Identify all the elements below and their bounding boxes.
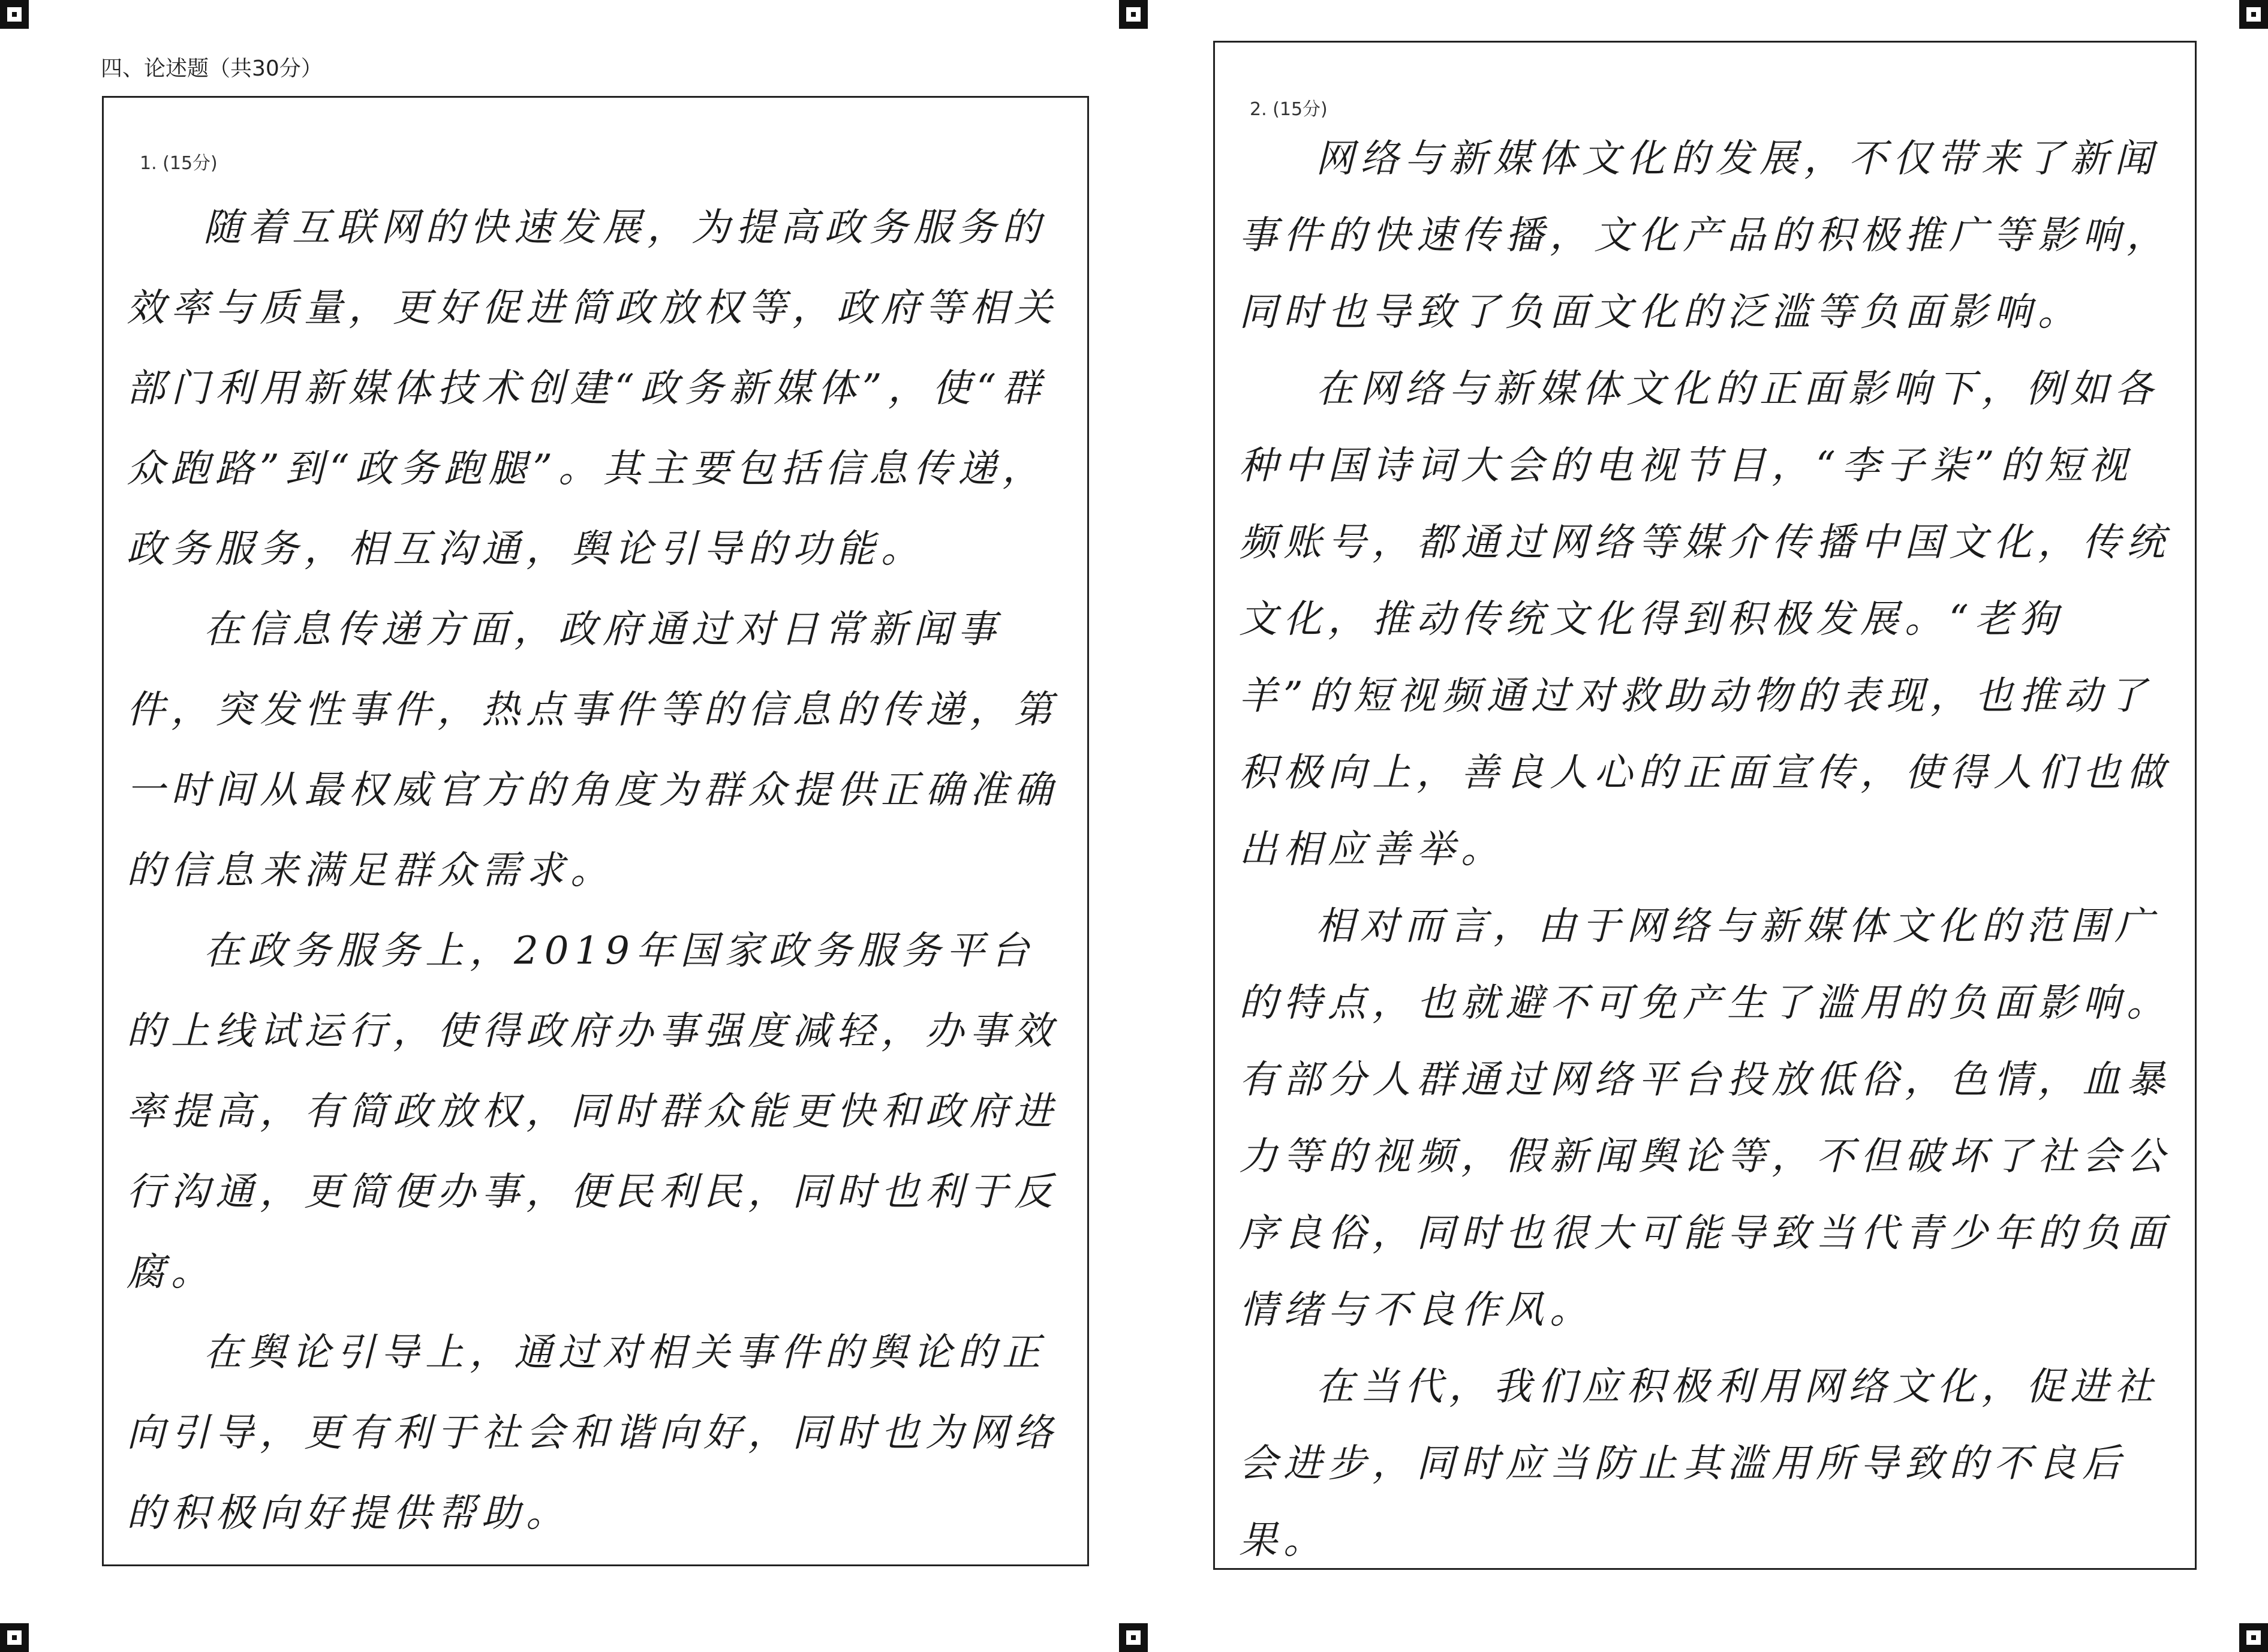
answer-paragraph: 随着互联网的快速发展，为提高政务服务的效率与质量，更好促进简政放权等，政府等相关部门利用新媒体技术创建“政务新媒体”，使“群众跑路”到“政务跑腿”。其主要包括信息传递，政务服务，相互沟通，舆论引导的功能。 xyxy=(127,206,1058,571)
registration-marker-top-right xyxy=(2239,0,2268,29)
registration-marker-bottom-left xyxy=(0,1623,29,1652)
answer-paragraph: 在信息传递方面，政府通过对日常新闻事件，突发性事件，热点事件等的信息的传递，第一时间从最权威官方的角度为群众提供正确准确的信息来满足群众需求。 xyxy=(127,607,1058,893)
answer-paragraph: 在政务服务上，2019年国家政务服务平台的上线试运行，使得政府办事强度减轻，办事效率提高，有简政放权，同时群众能更快和政府进行沟通，更简便办事，便民利民，同时也利于反腐。 xyxy=(127,929,1058,1295)
registration-marker-top-left xyxy=(0,0,29,29)
answer-paragraph: 在网络与新媒体文化的正面影响下，例如各种中国诗词大会的电视节目，“李子柒”的短视频账号，都通过网络等媒介传播中国文化，传统文化，推动传统文化得到积极发展。“老狗羊”的短视频通过对救助动物的表现，也推动了积极向上，善良人心的正面宣传，使得人们也做出相应善举。 xyxy=(1239,367,2171,872)
registration-marker-bottom-right xyxy=(2239,1623,2268,1652)
answer-paragraph: 在舆论引导上，通过对相关事件的舆论的正向引导，更有利于社会和谐向好，同时也为网络的积极向好提供帮助。 xyxy=(127,1331,1058,1536)
section-heading: 四、论述题（共30分） xyxy=(101,56,323,81)
handwritten-answer xyxy=(1239,121,2174,1579)
answer-paragraph: 网络与新媒体文化的发展，不仅带来了新闻事件的快速传播，文化产品的积极推广等影响，同时也导致了负面文化的泛滥等负面影响。 xyxy=(1239,137,2171,335)
handwritten-answer xyxy=(127,188,1060,1554)
question-label: 2. (15分) xyxy=(1250,99,1328,120)
answer-paragraph: 在当代，我们应积极利用网络文化，促进社会进步，同时应当防止其滥用所导致的不良后果。 xyxy=(1239,1365,2159,1563)
answer-box-question-2 xyxy=(1213,41,2197,1570)
answer-paragraph: 相对而言，由于网络与新媒体文化的范围广的特点，也就避不可免产生了滥用的负面影响。有部分人群通过网络平台投放低俗，色情，血暴力等的视频，假新闻舆论等，不但破坏了社会公序良俗，同时也很大可能导致当代青少年的负面情绪与不良作风。 xyxy=(1239,904,2171,1332)
registration-marker-bottom-center xyxy=(1119,1623,1148,1652)
answer-box-question-1 xyxy=(102,96,1089,1566)
question-label: 1. (15分) xyxy=(140,153,218,174)
registration-marker-top-center xyxy=(1119,0,1148,29)
